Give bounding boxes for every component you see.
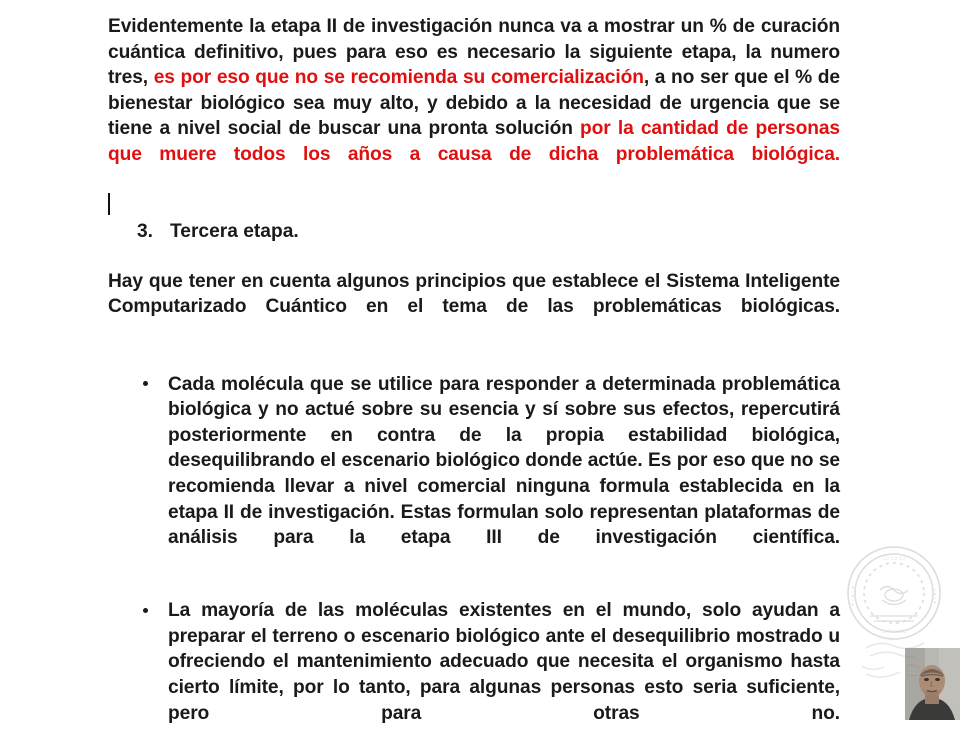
paragraph-1-segment-4-red: por la cantidad de personas que muere todos los años a causa de dicha problemática biológica. xyxy=(108,118,840,165)
bullet-list-item xyxy=(108,598,840,752)
text-caret-line xyxy=(108,193,840,219)
paragraph-1-segment-2-red: es por eso que no se recomienda su comercialización xyxy=(153,67,644,89)
svg-text:▭ ▭ ▭: ▭ ▭ ▭ xyxy=(882,554,906,562)
paragraph-1 xyxy=(108,14,840,193)
bullet-item-text: La mayoría de las moléculas existentes en el mundo, solo ayudan a preparar el terreno o escenario biológico ante el desequilibrio mostrado u ofreciendo el mantenimiento adecuado que necesita el organismo hasta cierto límite, por lo tanto, para algunas personas esto seria suficiente, pero para otras no. xyxy=(168,600,840,724)
svg-text:▭▭▭▭: ▭▭▭▭ xyxy=(880,627,908,635)
bullet-point-icon xyxy=(143,381,148,386)
list-item-label: Tercera etapa. xyxy=(170,221,299,243)
bullet-point-icon xyxy=(143,608,148,613)
svg-text:▪ ▫ ▪ ▫ ▪: ▪ ▫ ▪ ▫ ▪ xyxy=(849,586,857,606)
webcam-video-overlay[interactable] xyxy=(905,648,960,720)
list-item-number: 3. xyxy=(137,221,154,243)
spacer xyxy=(108,346,840,372)
paragraph-2: Hay que tener en cuenta algunos principios que establece el Sistema Inteligente Computarizado Cuántico en el tema de las problemáticas biológicas. xyxy=(108,270,840,318)
bulleted-list xyxy=(108,372,840,752)
text-cursor-caret xyxy=(108,193,110,215)
spacer xyxy=(108,245,840,269)
paragraph-1-segment-1: Evidentemente la etapa II de investigación nunca va a mostrar un % de curación cuántica definitivo, pues para eso es necesario la siguiente etapa, la numero tres, xyxy=(108,16,840,89)
paragraph-1-segment-3: , a no ser que el % de bienestar biológico sea muy alto, y debido a la necesidad de urgencia que se tiene a nivel social de buscar una pronta solución xyxy=(108,67,840,140)
numbered-list-item xyxy=(108,219,840,245)
bullet-item-text: Cada molécula que se utilice para responder a determinada problemática biológica y no actué sobre su esencia y sí sobre sus efectos, repercutirá posteriormente en contra de la propia estabilidad biológica, desequilibrando el escenario biológico donde actúe. Es por eso que no se recomienda llevar a nivel comercial ninguna formula establecida en la etapa II de investigación. Estas formulan solo representan plataformas de análisis para la etapa III de investigación científica. xyxy=(168,373,840,549)
document-body xyxy=(108,14,840,752)
svg-text:▫ ▪ ▫ ▪: ▫ ▪ ▫ ▪ xyxy=(931,588,939,604)
numbered-list xyxy=(108,219,840,245)
bullet-list-item xyxy=(108,372,840,577)
